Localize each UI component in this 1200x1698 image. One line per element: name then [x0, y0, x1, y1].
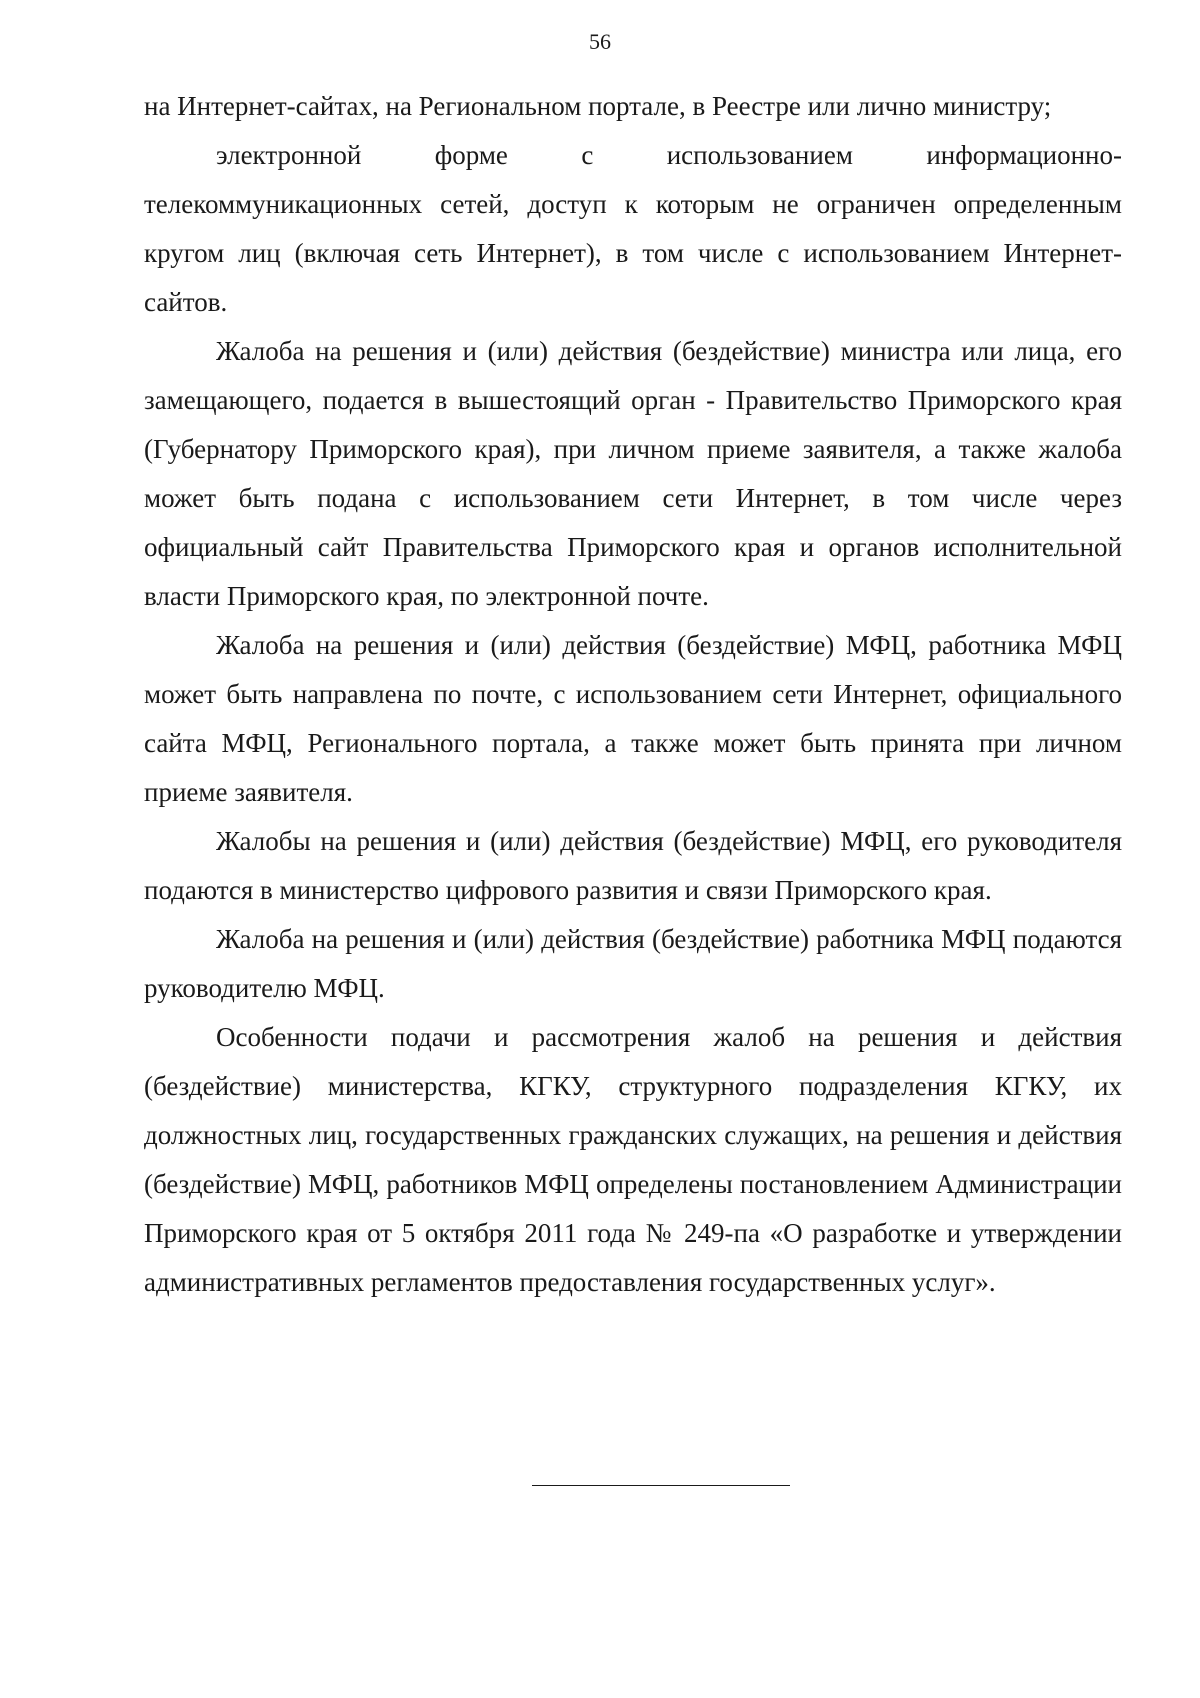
paragraph-1: на Интернет-сайтах, на Региональном портале, в Реестре или лично министру;: [144, 91, 1052, 121]
paragraph-3: Жалоба на решения и (или) действия (бездействие) министра или лица, его замещающего, подается в вышестоящий орган - Правительство Приморского края (Губернатору Приморского края), при личном приеме заявителя, а также жалоба может быть подана с использованием сети Интернет, в том числе через официальный сайт Правительства Приморского края и органов исполнительной власти Приморского края, по электронной почте.: [144, 336, 1122, 611]
end-of-document-rule: [532, 1485, 790, 1486]
paragraph-5: Жалобы на решения и (или) действия (бездействие) МФЦ, его руководителя подаются в министерство цифрового развития и связи Приморского края.: [144, 826, 1122, 905]
paragraph-6: Жалоба на решения и (или) действия (бездействие) работника МФЦ подаются руководителю МФЦ.: [144, 924, 1122, 1003]
paragraph-7: Особенности подачи и рассмотрения жалоб на решения и действия (бездействие) министерства, КГКУ, структурного подразделения КГКУ, их должностных лиц, государственных гражданских служащих, на решения и действия (бездействие) МФЦ, работников МФЦ определены постановлением Администрации Приморского края от 5 октября 2011 года № 249-па «О разработке и утверждении административных регламентов предоставления государственных услуг».: [144, 1022, 1122, 1297]
paragraph-4: Жалоба на решения и (или) действия (бездействие) МФЦ, работника МФЦ может быть направлена по почте, с использованием сети Интернет, официального сайта МФЦ, Регионального портала, а также может быть принята при личном приеме заявителя.: [144, 630, 1122, 807]
page-number: 56: [589, 29, 611, 54]
document-body: [144, 82, 1122, 1307]
paragraph-2: электронной форме с использованием информационно-телекоммуникационных сетей, доступ к которым не ограничен определенным кругом лиц (включая сеть Интернет), в том числе с использованием Интернет-сайтов.: [144, 140, 1122, 317]
